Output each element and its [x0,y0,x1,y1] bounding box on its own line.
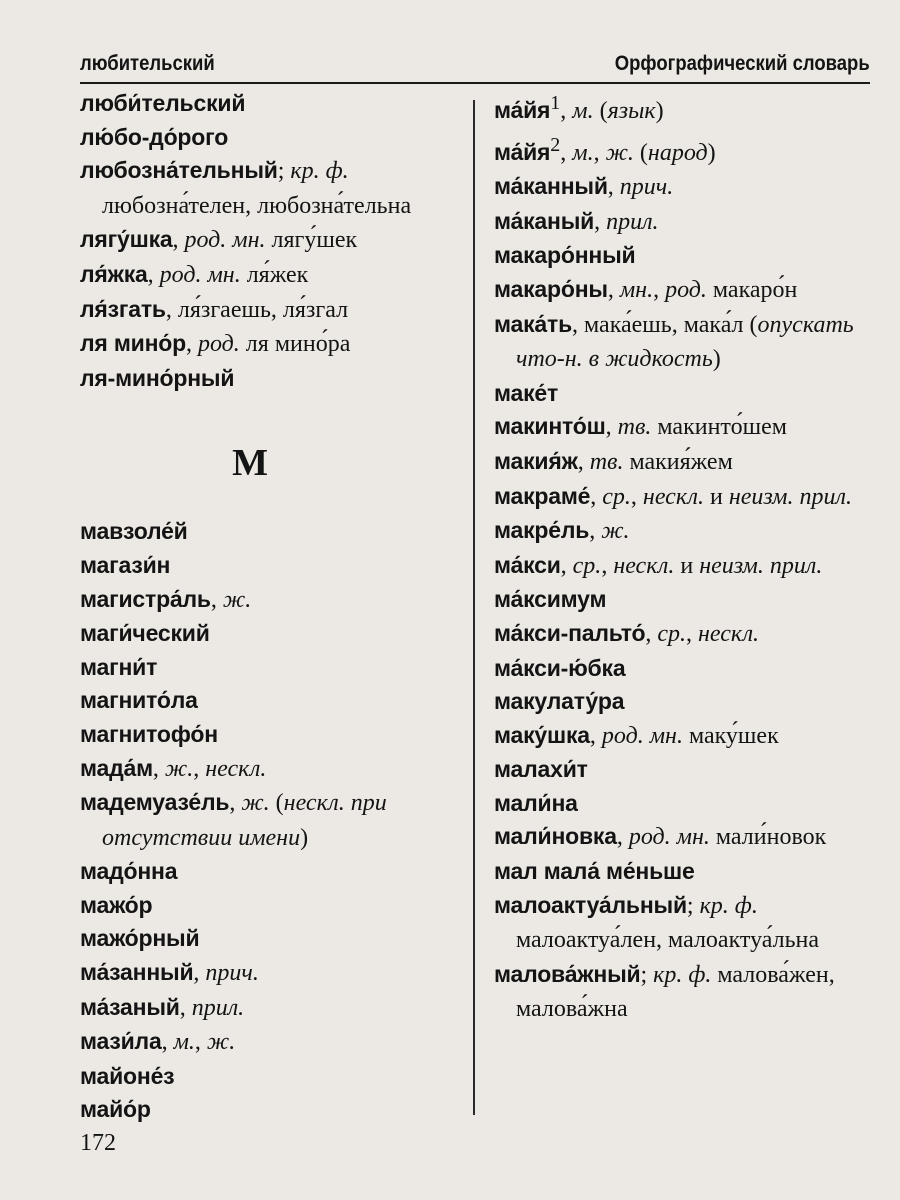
entry-headword: мавзоле́й [80,518,188,545]
entry-annotation: , ж., нескл. [152,755,267,782]
entry-headword: мадемуазе́ль [80,789,230,816]
dictionary-entry [494,958,870,1027]
dictionary-entry [80,154,460,223]
entry-annotation: , ж. [210,586,252,613]
entry-headword: макре́ль [494,517,590,544]
entry-annotation: , прич. [607,174,674,201]
dictionary-entry [494,583,870,617]
entry-headword: мал мала́ ме́ньше [494,858,695,885]
dictionary-entry [494,129,870,171]
running-head-right: Орфографический словарь [615,52,870,75]
dictionary-entry [80,752,460,787]
entry-headword: магистра́ль [80,585,211,612]
right-column [494,87,870,1027]
dictionary-entry [494,652,870,686]
entry-headword: магнито́ла [80,687,198,714]
entry-headword: майоне́з [80,1062,175,1089]
dictionary-entry [494,787,870,821]
entry-headword: макинто́ш [494,413,606,440]
dictionary-entry [80,684,460,718]
entry-annotation: ; кр. ф. малова́жен, малова́жна [516,961,835,1023]
dictionary-entry [80,786,460,855]
entry-annotation: , прил. [179,994,245,1021]
dictionary-entry [80,362,460,396]
dictionary-entry [494,480,870,515]
entry-headword: мажо́р [80,891,153,918]
entry-annotation: , ср., нескл. и неизм. прил. [590,483,852,510]
dictionary-entry [494,170,870,205]
dictionary-entry [80,922,460,956]
entry-headword: макаро́ны [494,275,608,302]
dictionary-entry [80,991,460,1026]
dictionary-entry [80,293,460,328]
entry-headword: мада́м [80,754,153,781]
dictionary-entry [80,1093,460,1127]
dictionary-entry [80,121,460,155]
entry-headword: магази́н [80,551,171,578]
entry-annotation: , тв. макия́жем [577,448,733,475]
entry-headword: мали́новка [494,823,617,850]
entry-headword: ма́кси [494,551,561,578]
entry-headword: ма́йя [494,138,551,165]
entry-headword: ма́йя [494,97,551,123]
dictionary-entry [494,87,870,129]
entry-annotation: , ср., нескл. [645,620,760,647]
dictionary-entry [494,410,870,445]
entry-headword: ля́жка [80,260,148,287]
dictionary-entry [494,820,870,855]
dictionary-entry [494,239,870,273]
entry-headword: люби́тельский [80,90,246,116]
entry-headword: малова́жный [494,960,641,987]
dictionary-entry [80,515,460,549]
dictionary-entry [494,753,870,787]
entry-headword: макулату́ра [494,688,625,715]
entry-annotation: , род. мн. лягу́шек [172,227,358,254]
entry-headword: ма́каный [494,207,595,234]
entry-annotation: , мн., род. макаро́н [607,276,798,303]
entry-headword: макраме́ [494,482,591,509]
dictionary-entry [80,583,460,618]
entry-annotation: , прил. [594,208,659,235]
entry-annotation: , род. мн. мали́новок [616,824,827,851]
entry-annotation: , ж. (нескл. при отсутствии имени) [102,790,387,851]
entry-headword: малахи́т [494,756,588,783]
dictionary-entry [494,889,870,958]
entry-annotation: , м., ж. [161,1029,236,1056]
entries-before-section [80,87,460,395]
section-letter: М [232,442,268,485]
dictionary-entry [80,87,460,121]
dictionary-entry [80,223,460,258]
dictionary-entry [494,205,870,240]
entry-headword: ма́канный [494,173,608,200]
entry-annotation: , мака́ешь, мака́л (опускать что-н. в жидкость) [516,311,854,373]
dictionary-entry [494,377,870,411]
dictionary-entry [494,617,870,652]
entry-headword: ля-мино́рный [80,364,235,391]
entry-headword: магни́т [80,653,158,680]
dictionary-entry [80,1025,460,1060]
entry-headword: ля мино́р [80,330,186,357]
entry-headword: магнитофо́н [80,720,218,747]
entry-headword: мака́ть [494,310,573,337]
entry-annotation: , род. мн. ля́жек [147,261,309,288]
dictionary-entry [494,273,870,308]
entry-annotation: , ля́згаешь, ля́згал [165,296,349,323]
entry-headword: мази́ла [80,1028,162,1055]
entry-headword: лягу́шка [80,226,173,253]
entry-annotation: , ср., нескл. и неизм. прил. [560,552,823,579]
entry-headword: ма́кси-ю́бка [494,654,626,681]
left-column [80,87,460,1127]
entry-headword: макия́ж [494,447,578,474]
dictionary-entry [80,889,460,923]
dictionary-entry [80,617,460,651]
dictionary-entry [80,549,460,583]
page-number: 172 [80,1130,116,1156]
dictionary-entry [494,719,870,754]
entry-annotation: ; кр. ф. малоактуа́лен, малоактуа́льна [516,892,820,954]
dictionary-entry [80,258,460,293]
entry-headword: ма́заный [80,993,180,1020]
entry-annotation: , ж. [589,518,630,545]
right-entries [494,87,870,1027]
running-head [80,42,870,84]
entry-headword: любозна́тельный [80,157,278,184]
entry-headword: маке́т [494,379,559,406]
entry-annotation: , прич. [193,960,259,987]
dictionary-entry [494,855,870,889]
entry-headword: мажо́рный [80,925,200,952]
entry-headword: маги́ческий [80,620,210,647]
entry-headword: макаро́нный [494,242,636,269]
entry-headword: маку́шка [494,721,590,748]
entry-headword: лю́бо-до́рого [80,123,229,150]
entry-headword: малоактуа́льный [494,891,687,918]
entry-annotation: $^1$, м. (язык) [550,92,664,124]
column-divider [473,100,475,1115]
dictionary-entry [80,327,460,362]
running-head-left: любительский [80,52,215,75]
dictionary-entry [494,549,870,584]
dictionary-entry [494,308,870,377]
dictionary-entry [80,956,460,991]
entry-headword: ма́кси-пальто́ [494,619,646,646]
dictionary-entry [494,514,870,549]
dictionary-entry [80,1060,460,1094]
entry-annotation: , род. мн. маку́шек [589,722,779,749]
dictionary-entry [80,651,460,685]
dictionary-entry [80,855,460,889]
dictionary-entry [494,445,870,480]
dictionary-entry [80,718,460,752]
entry-headword: майо́р [80,1096,151,1123]
entry-annotation: , тв. макинто́шем [605,414,787,441]
entry-annotation: ; кр. ф. любозна́телен, любозна́тельна [102,158,412,219]
entries-after-section [80,515,460,1127]
entry-headword: ма́занный [80,959,194,986]
entry-headword: мали́на [494,789,578,816]
entry-annotation: , род. ля мино́ра [185,331,351,358]
entry-headword: ля́згать [80,295,166,322]
entry-headword: мадо́нна [80,858,178,885]
entry-headword: ма́ксимум [494,586,607,613]
entry-annotation: $^2$, м., ж. (народ) [550,133,716,166]
dictionary-entry [494,685,870,719]
